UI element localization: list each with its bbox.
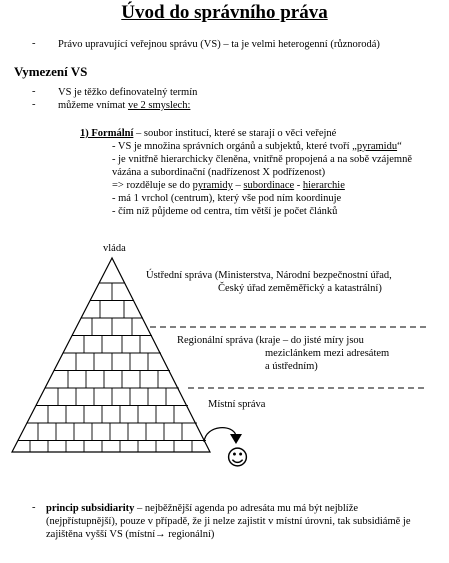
bullet-term: VS je těžko definovatelný termín: [58, 87, 198, 98]
subsidiarity-line-3: zajištěna vyšší VS (místní→ regionální): [46, 529, 215, 540]
regional-label-3: a ústředním): [265, 361, 318, 372]
bullet-dash: -: [32, 99, 36, 110]
arrow-head: [230, 434, 242, 444]
bullet-dash: -: [32, 86, 36, 97]
formal-line-4: => rozděluje se do pyramidy – subordinace - hierarchie: [112, 180, 345, 191]
smiley-icon: ☺: [226, 446, 249, 471]
intro-line: Právo upravující veřejnou správu (VS) – ta je velmi heterogenní (různorodá): [58, 39, 380, 50]
section-heading: Vymezení VS: [14, 64, 88, 79]
formal-line-1: - VS je množina správních orgánů a subjektů, které tvoří „pyramidu“: [112, 141, 402, 152]
central-label-2: Český úřad zeměměřický a katastrální): [218, 283, 382, 294]
diagram-top-label: vláda: [103, 243, 126, 254]
bullet-two-senses: můžeme vnímat ve 2 smyslech:: [58, 100, 191, 111]
formal-line-2: - je vnitřně hierarchicky členěna, vnitřně propojená a na sobě vzájemně: [112, 154, 412, 165]
formal-line-6: - čím níž půjdeme od centra, tím větší je počet článků: [112, 206, 338, 217]
bullet-dash: -: [32, 38, 36, 49]
formal-line-3: vázána a subordinační (nadřízenost X podřízenost): [112, 167, 326, 178]
central-label-1: Ústřední správa (Ministerstva, Národní bezpečnostní úřad,: [146, 270, 392, 281]
formal-line-5: - má 1 vrchol (centrum), který vše pod ním koordinuje: [112, 193, 342, 204]
regional-label-2: meziclánkem mezi adresátem: [265, 348, 390, 359]
subsidiarity-line-1: princip subsidiarity – nejběžnější agenda po adresáta mu má být nejblíže: [46, 503, 359, 514]
formal-heading: 1) Formální – soubor institucí, které se starají o věci veřejné: [80, 128, 337, 139]
regional-label-1: Regionální správa (kraje – do jisté míry jsou: [177, 335, 364, 346]
subsidiarity-line-2: (nejpřístupnější), pouze v případě, že ji nelze zajistit v místní úrovni, tak subsidiámě je: [46, 516, 411, 527]
local-label: Místní správa: [208, 399, 266, 410]
bullet-dash: -: [32, 502, 36, 513]
page-title: Úvod do správního práva: [121, 2, 328, 23]
